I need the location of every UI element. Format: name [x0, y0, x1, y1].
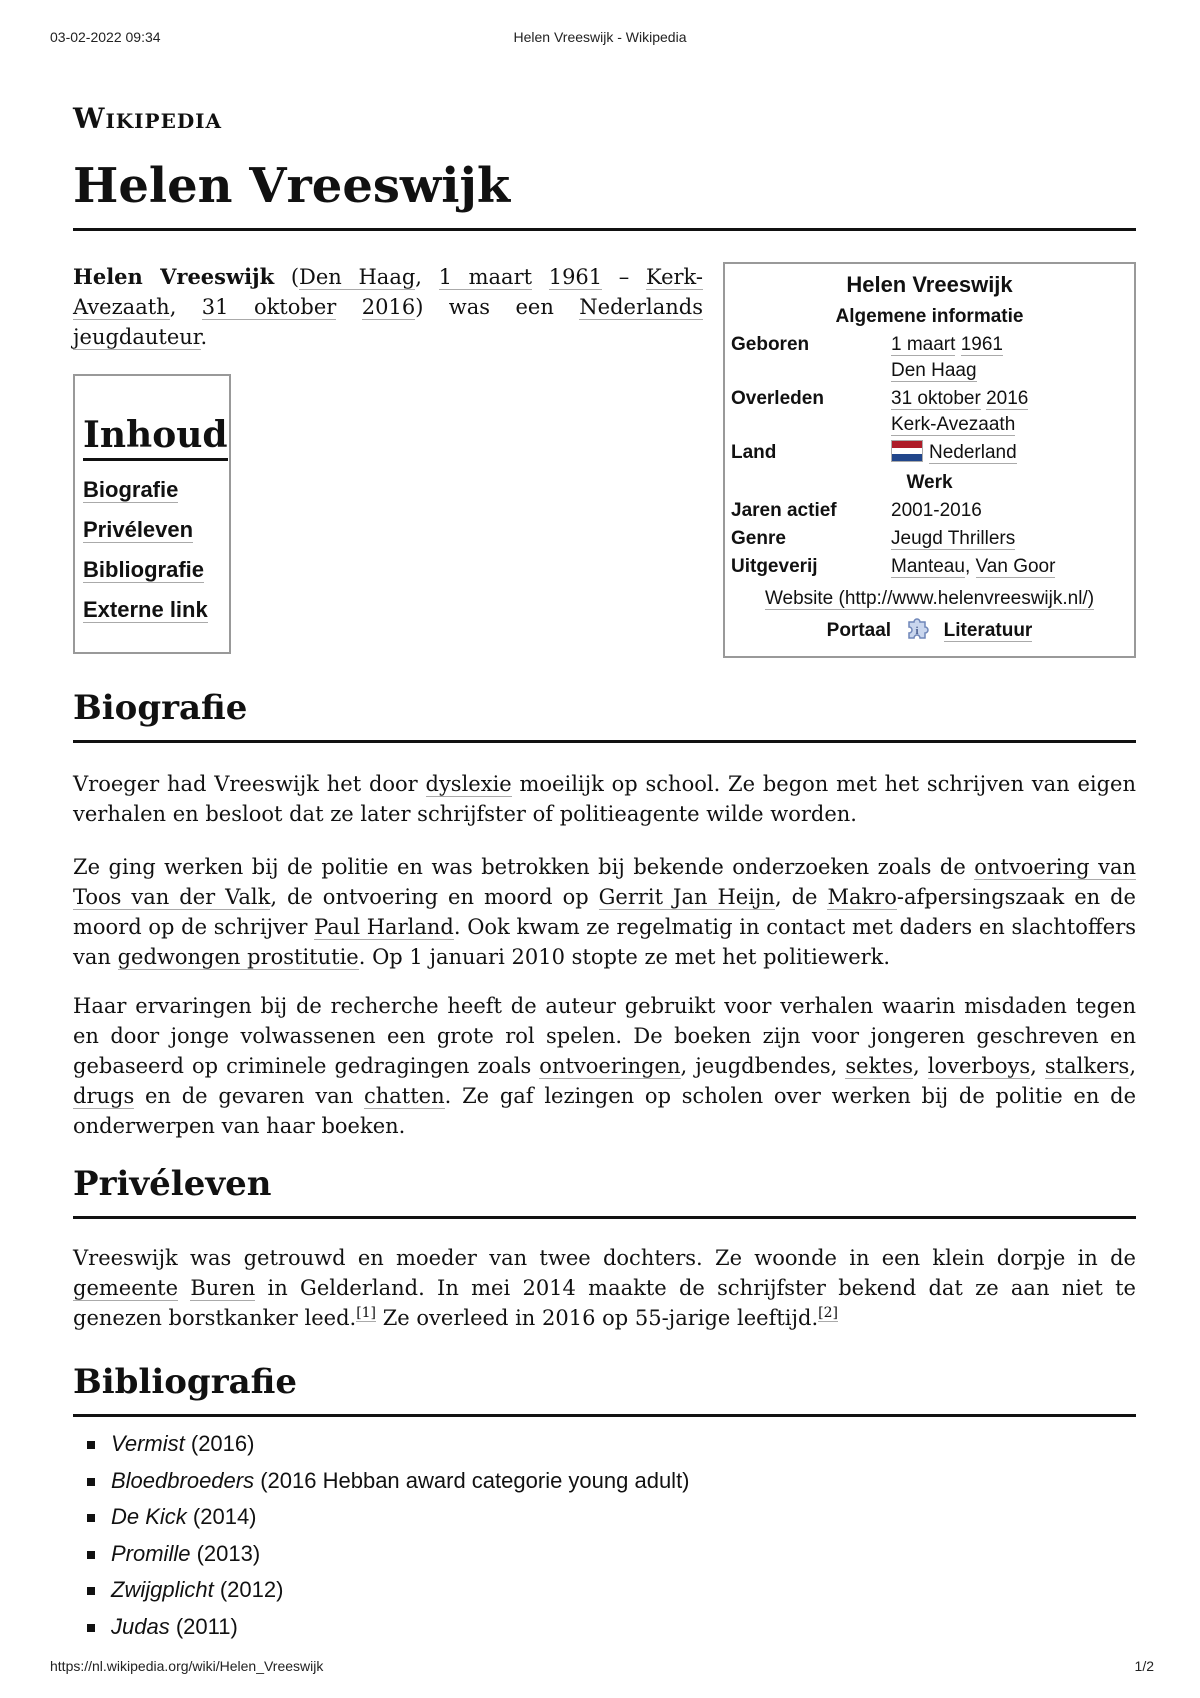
print-url: https://nl.wikipedia.org/wiki/Helen_Vreeswijk	[50, 1658, 324, 1674]
table-of-contents	[73, 374, 231, 654]
text: Ze ging werken bij de politie en was betrokken bij bekende onderzoeken zoals de	[73, 855, 975, 879]
country-link[interactable]: Nederland	[929, 442, 1017, 463]
infobox-label: Land	[731, 442, 777, 463]
infobox-title: Helen Vreeswijk	[846, 272, 1013, 297]
born-date-link[interactable]: 1 maart	[891, 334, 956, 355]
text: ,	[1129, 1054, 1137, 1078]
occupation-link[interactable]: jeugdauteur	[73, 325, 201, 349]
toos-van-der-valk-link[interactable]: ontvoering van Toos van der Valk	[73, 855, 1136, 909]
genre-link[interactable]: Jeugd Thrillers	[891, 528, 1016, 549]
toc-item-label: Biografie	[83, 477, 179, 502]
text: ,	[415, 265, 439, 289]
text: moeilijk op school. Ze begon met het schrijven van eigen verhalen en besloot dat ze later schrijfster of politieagente wilde worden.	[73, 772, 1136, 826]
text: ,	[912, 1054, 928, 1078]
subject-name: Helen Vreeswijk	[73, 264, 275, 289]
paul-harland-link[interactable]: Paul Harland	[314, 915, 454, 939]
toc-item-bibliografie[interactable]	[83, 557, 221, 583]
list-item	[73, 1499, 690, 1536]
text: . Op 1 januari 2010 stopte ze met het politiewerk.	[358, 945, 891, 969]
buren-link[interactable]: Buren	[190, 1276, 256, 1300]
chatten-link[interactable]: chatten	[364, 1084, 445, 1108]
portal-link[interactable]: Literatuur	[943, 620, 1033, 641]
text: ,	[964, 556, 976, 577]
netherlands-flag-icon[interactable]	[891, 440, 923, 462]
infobox-row-born	[729, 332, 1130, 384]
puzzle-piece-icon[interactable]	[902, 614, 932, 644]
text: (	[274, 265, 300, 289]
nationality-link[interactable]: Nederlands	[579, 295, 703, 319]
toc-item-biografie[interactable]	[83, 477, 221, 503]
publisher-link[interactable]: Van Goor	[975, 556, 1056, 577]
list-item	[73, 1609, 690, 1646]
ontvoeringen-link[interactable]: ontvoeringen	[539, 1054, 681, 1078]
book-title: Zwijgplicht	[111, 1577, 214, 1602]
infobox-label: Jaren actief	[731, 500, 837, 521]
text: , de ontvoering en moord op	[270, 885, 599, 909]
list-item	[73, 1463, 690, 1500]
infobox-value	[891, 526, 1130, 552]
gemeente-link[interactable]: gemeente	[73, 1276, 179, 1300]
text	[532, 265, 549, 289]
toc-item-label: Externe link	[83, 597, 208, 622]
text: , jeugdbendes,	[680, 1054, 846, 1078]
toc-item-externe-link[interactable]	[83, 597, 221, 623]
infobox-row-publisher	[729, 554, 1130, 580]
toc-item-priveleven[interactable]	[83, 517, 221, 543]
print-page-title: Helen Vreeswijk - Wikipedia	[513, 29, 687, 45]
book-title: Vermist	[111, 1431, 185, 1456]
priveleven-paragraph	[73, 1243, 1136, 1333]
bibliography-list	[73, 1426, 690, 1645]
dyslexie-link[interactable]: dyslexie	[425, 772, 512, 796]
book-title: De Kick	[111, 1504, 187, 1529]
gedwongen-prostitutie-link[interactable]: gedwongen prostitutie	[117, 945, 359, 969]
reference-2[interactable]: [2]	[818, 1305, 838, 1321]
biografie-paragraph-2	[73, 852, 1136, 972]
text: Vreeswijk was getrouwd en moeder van twee dochters. Ze woonde in een klein dorpje in de	[73, 1246, 1136, 1270]
text: –	[602, 265, 646, 289]
page-title: Helen Vreeswijk	[73, 158, 511, 214]
died-year-link[interactable]: 2016	[986, 388, 1029, 409]
print-datetime: 03-02-2022 09:34	[50, 29, 161, 45]
toc-item-label: Bibliografie	[83, 557, 205, 582]
death-date-link[interactable]: 31 oktober	[201, 295, 337, 319]
text: Ze overleed in 2016 op 55-jarige leeftijd.	[376, 1306, 819, 1330]
book-title: Judas	[111, 1613, 170, 1639]
gerrit-jan-heijn-link[interactable]: Gerrit Jan Heijn	[598, 885, 775, 909]
flag-stripe	[892, 448, 922, 455]
book-title: Bloedbroeders	[111, 1467, 255, 1493]
website-link[interactable]: Website (http://www.helenvreeswijk.nl/)	[764, 588, 1095, 609]
text: ) was een	[415, 295, 580, 319]
text: . Ook kwam ze regelmatig in contact met daders en slachtoffers van	[73, 915, 1137, 969]
infobox-value	[891, 386, 1130, 438]
publisher-link[interactable]: Manteau	[891, 556, 965, 577]
text: Haar ervaringen bij de recherche heeft de auteur gebruikt voor verhalen waarin misdaden tegen en door jonge volwassenen een grote rol spelen. De boeken zijn voor jongeren geschreven en gebaseerd op criminele gedragingen zoals	[73, 994, 1136, 1078]
toc-item-label: Privéleven	[83, 517, 194, 542]
text: -afpersingszaak en de moord op de schrijver	[73, 885, 1136, 939]
flag-stripe	[892, 441, 922, 448]
infobox-value: 2001-2016	[891, 500, 982, 521]
infobox-row-died	[729, 386, 1130, 438]
death-year-link[interactable]: 2016	[361, 295, 416, 319]
text: Vroeger had Vreeswijk het door	[73, 772, 426, 796]
section-divider	[73, 1216, 1136, 1219]
birth-year-link[interactable]: 1961	[548, 265, 603, 289]
infobox-label: Uitgeverij	[731, 556, 818, 577]
section-divider	[73, 740, 1136, 743]
born-place-link[interactable]: Den Haag	[891, 360, 977, 381]
book-detail: (2016 Hebban award categorie young adult)	[254, 1467, 690, 1493]
text: . Ze gaf lezingen op scholen over werken bij de politie en de onderwerpen van haar boeken.	[73, 1084, 1136, 1138]
text	[336, 295, 361, 319]
text: , de	[774, 885, 828, 909]
intro-paragraph	[73, 262, 703, 352]
list-item	[73, 1426, 690, 1463]
infobox	[723, 262, 1136, 658]
section-heading-biografie: Biografie	[73, 688, 248, 728]
infobox-portal	[729, 614, 1130, 644]
infobox-website	[729, 588, 1130, 610]
sektes-link[interactable]: sektes	[845, 1054, 913, 1078]
infobox-label: Overleden	[731, 388, 824, 409]
stalkers-link[interactable]: stalkers	[1044, 1054, 1130, 1078]
print-page-number: 1/2	[1134, 1658, 1154, 1674]
section-heading-bibliografie: Bibliografie	[73, 1362, 298, 1402]
flag-stripe	[892, 454, 922, 461]
text: .	[200, 325, 208, 349]
list-item	[73, 1536, 690, 1573]
text: ,	[169, 295, 202, 319]
section-heading-priveleven: Privéleven	[73, 1164, 272, 1204]
infobox-value	[891, 440, 1130, 466]
infobox-section-general: Algemene informatie	[835, 306, 1024, 327]
birth-date-link[interactable]: 1 maart	[438, 265, 533, 289]
infobox-row-years	[729, 498, 1130, 524]
infobox-value	[891, 332, 1130, 384]
book-detail: (2013)	[190, 1540, 261, 1566]
list-item	[73, 1572, 690, 1609]
book-detail: (2016)	[184, 1431, 255, 1456]
text	[178, 1276, 190, 1300]
biografie-paragraph-1	[73, 769, 1136, 829]
toc-title: Inhoud	[83, 414, 228, 461]
birthplace-link[interactable]: Den Haag	[299, 265, 416, 289]
infobox-row-country	[729, 440, 1130, 466]
book-title: Promille	[111, 1540, 191, 1566]
book-detail: (2014)	[186, 1504, 257, 1529]
svg-text:i: i	[915, 625, 919, 637]
died-date-link[interactable]: 31 oktober	[891, 388, 981, 409]
deathplace-link[interactable]: Kerk-Avezaath	[73, 265, 703, 319]
died-place-link[interactable]: Kerk-Avezaath	[891, 414, 1016, 435]
loverboys-link[interactable]: loverboys	[927, 1054, 1031, 1078]
book-detail: (2011)	[169, 1613, 238, 1639]
portal-label: Portaal	[826, 620, 892, 641]
text: in Gelderland. In mei 2014 maakte de schrijfster bekend dat ze aan niet te genezen borstkanker leed.	[73, 1276, 1136, 1330]
born-year-link[interactable]: 1961	[960, 334, 1003, 355]
reference-1[interactable]: [1]	[356, 1305, 377, 1321]
infobox-section-work: Werk	[906, 472, 953, 493]
section-divider	[73, 1414, 1136, 1417]
text: en de gevaren van	[134, 1084, 364, 1108]
infobox-label: Geboren	[731, 334, 810, 355]
biografie-paragraph-3	[73, 991, 1136, 1141]
infobox-row-genre	[729, 526, 1130, 552]
title-divider	[73, 228, 1136, 231]
infobox-value	[891, 554, 1130, 580]
infobox-label: Genre	[731, 528, 786, 549]
wikipedia-logo[interactable]: Wikipedia	[73, 102, 223, 135]
book-detail: (2012)	[213, 1577, 284, 1602]
text: ,	[1030, 1054, 1045, 1078]
makro-link[interactable]: Makro	[827, 885, 897, 909]
drugs-link[interactable]: drugs	[73, 1084, 135, 1108]
